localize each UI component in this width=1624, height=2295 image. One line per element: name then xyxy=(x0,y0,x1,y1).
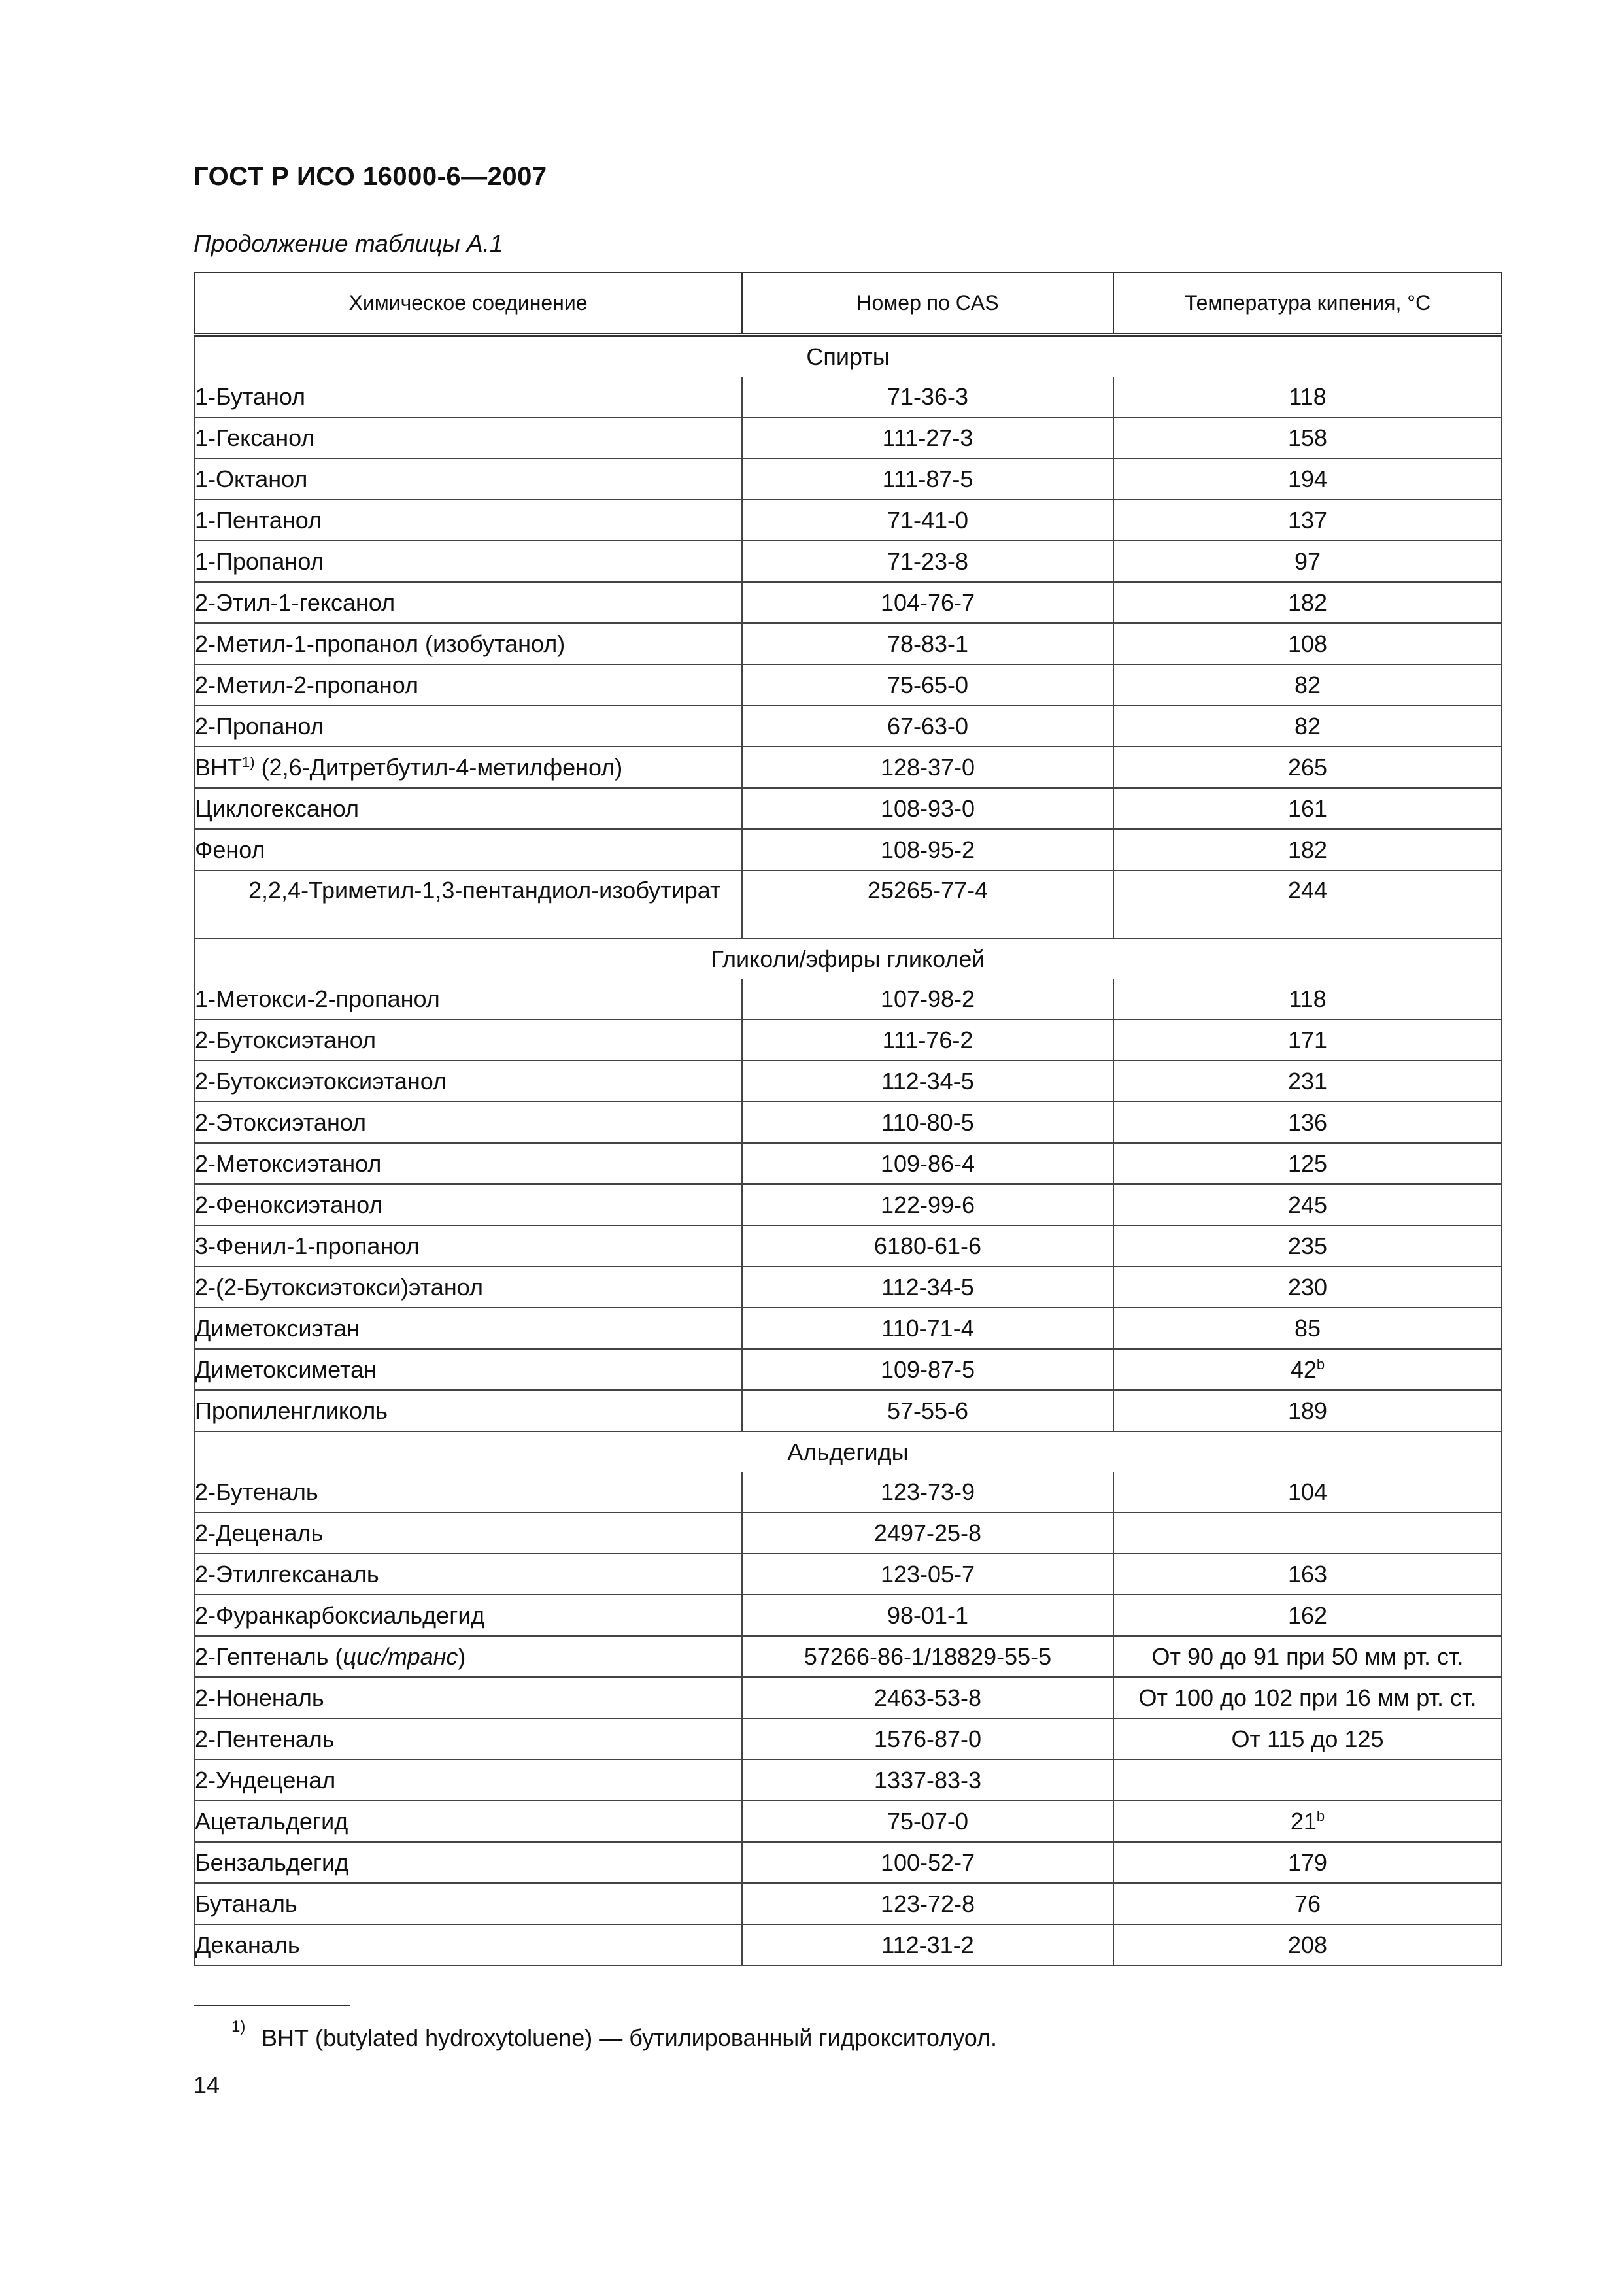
cas-number: 100-52-7 xyxy=(880,1848,975,1876)
table-row xyxy=(194,1924,1502,1965)
table-row xyxy=(194,788,1502,829)
compound-name-cell xyxy=(194,1636,742,1677)
boiling-point-cell xyxy=(1113,664,1502,706)
table-row xyxy=(194,1061,1502,1102)
table-row xyxy=(194,1636,1502,1677)
cas-number: 57266-86-1/18829-55-5 xyxy=(804,1642,1052,1670)
cas-number: 109-87-5 xyxy=(880,1355,975,1383)
compound-name: 2-Ноненаль xyxy=(195,1684,324,1711)
boiling-point-cell xyxy=(1113,1143,1502,1184)
cas-number: 78-83-1 xyxy=(887,630,969,657)
cas-number-cell xyxy=(742,1677,1113,1718)
cas-number-cell xyxy=(742,1636,1113,1677)
cas-number: 109-86-4 xyxy=(880,1149,975,1177)
section-header-row xyxy=(194,335,1502,377)
note-reference: b xyxy=(1316,1355,1325,1372)
compound-name-rest: (2,6-Дитретбутил-4-метилфенол) xyxy=(254,753,623,781)
boiling-point: 118 xyxy=(1289,985,1327,1012)
section-header-row xyxy=(194,938,1502,979)
cas-number-cell xyxy=(742,1924,1113,1965)
compound-name: 2-Пентеналь xyxy=(195,1725,335,1752)
cas-number: 1337-83-3 xyxy=(873,1766,982,1794)
table-row xyxy=(194,458,1502,500)
compound-name-cell xyxy=(194,458,742,500)
boiling-point-cell xyxy=(1113,582,1502,623)
cas-number-cell xyxy=(742,623,1113,664)
boiling-point-cell xyxy=(1113,623,1502,664)
compound-name: 1-Метокси-2-пропанол xyxy=(195,985,440,1012)
boiling-point-cell xyxy=(1113,979,1502,1019)
compound-name-cell xyxy=(194,870,742,938)
cas-number: 123-72-8 xyxy=(880,1890,975,1917)
table-row xyxy=(194,1512,1502,1554)
footnote-mark: 1) xyxy=(231,2018,246,2035)
boiling-point: 208 xyxy=(1287,1931,1328,1958)
compound-name: ВНТ xyxy=(195,753,242,781)
cas-number-cell xyxy=(742,458,1113,500)
cas-number-cell xyxy=(742,1718,1113,1760)
compound-name: Циклогексанол xyxy=(195,794,359,822)
cas-number: 98-01-1 xyxy=(887,1601,969,1629)
compound-name: 2-Метоксиэтанол xyxy=(195,1149,382,1177)
compound-name-cell xyxy=(194,1102,742,1143)
cas-number-cell xyxy=(742,1390,1113,1431)
boiling-point-cell xyxy=(1113,1308,1502,1349)
cas-number: 123-05-7 xyxy=(880,1560,975,1588)
cas-number: 110-80-5 xyxy=(881,1108,974,1136)
compound-name: Фенол xyxy=(195,836,265,863)
boiling-point: 231 xyxy=(1287,1067,1328,1095)
compound-name: 2-Ундеценал xyxy=(195,1766,336,1794)
page-number: 14 xyxy=(194,2071,220,2098)
cas-number-cell xyxy=(742,1472,1113,1512)
cas-number: 107-98-2 xyxy=(880,985,975,1012)
cas-number-cell xyxy=(742,870,1113,938)
compound-name: Пропиленгликоль xyxy=(195,1397,388,1424)
boiling-point-cell xyxy=(1113,1349,1502,1390)
boiling-point: 104 xyxy=(1287,1478,1328,1505)
boiling-point: 82 xyxy=(1294,712,1321,740)
table-row xyxy=(194,1801,1502,1842)
boiling-point: 76 xyxy=(1294,1890,1321,1917)
compound-name-cell xyxy=(194,1842,742,1883)
compound-name: 2-Феноксиэтанол xyxy=(195,1191,383,1218)
cas-number-cell xyxy=(742,1225,1113,1266)
compound-name-cell xyxy=(194,1019,742,1061)
table-row xyxy=(194,1019,1502,1061)
cas-number: 111-27-3 xyxy=(882,424,973,451)
compound-name-cell xyxy=(194,1225,742,1266)
compound-name: 2-Метил-1-пропанол (изобутанол) xyxy=(195,630,566,657)
boiling-point: 108 xyxy=(1287,630,1328,657)
boiling-point-cell xyxy=(1113,500,1502,541)
boiling-point-cell xyxy=(1113,1472,1502,1512)
compound-name: Бутаналь xyxy=(195,1890,297,1917)
section-header-row xyxy=(194,1431,1502,1472)
boiling-point-cell xyxy=(1113,458,1502,500)
boiling-point: 245 xyxy=(1287,1191,1328,1218)
compound-name: 2-Пропанол xyxy=(195,712,324,740)
cas-number: 110-71-4 xyxy=(881,1314,974,1342)
cas-number: 104-76-7 xyxy=(880,588,975,616)
cas-number: 75-07-0 xyxy=(887,1807,969,1835)
boiling-point-cell xyxy=(1113,1225,1502,1266)
section-title: Альдегиды xyxy=(194,1431,1502,1472)
cas-number-cell xyxy=(742,747,1113,788)
column-header-cas: Номер по CAS xyxy=(742,273,1113,335)
compound-name: Деканаль xyxy=(195,1931,300,1958)
boiling-point-cell xyxy=(1113,1512,1502,1554)
cas-number-cell xyxy=(742,1061,1113,1102)
section-title: Гликоли/эфиры гликолей xyxy=(194,938,1502,979)
boiling-point: 194 xyxy=(1287,465,1328,492)
table-row xyxy=(194,1677,1502,1718)
boiling-point: 125 xyxy=(1287,1149,1328,1177)
cas-number: 6180-61-6 xyxy=(873,1232,982,1259)
compounds-table xyxy=(194,272,1502,1966)
cas-number-cell xyxy=(742,979,1113,1019)
boiling-point-cell xyxy=(1113,1390,1502,1431)
table-header-row xyxy=(194,273,1502,335)
boiling-point: 235 xyxy=(1287,1232,1328,1259)
table-row xyxy=(194,623,1502,664)
boiling-point-cell xyxy=(1113,706,1502,747)
table-row xyxy=(194,417,1502,458)
table-row xyxy=(194,1842,1502,1883)
cas-number-cell xyxy=(742,377,1113,417)
table-row xyxy=(194,1349,1502,1390)
table-row xyxy=(194,1760,1502,1801)
table-row xyxy=(194,1308,1502,1349)
compound-name-cell xyxy=(194,1718,742,1760)
boiling-point: 136 xyxy=(1287,1108,1328,1136)
boiling-point: От 115 до 125 xyxy=(1231,1725,1384,1752)
cas-number-cell xyxy=(742,1266,1113,1308)
cas-number-cell xyxy=(742,1801,1113,1842)
boiling-point: 118 xyxy=(1289,382,1327,410)
boiling-point-cell xyxy=(1113,1266,1502,1308)
cas-number: 111-87-5 xyxy=(882,465,973,492)
boiling-point: 21 xyxy=(1290,1807,1317,1835)
compound-name-cell xyxy=(194,747,742,788)
boiling-point: 161 xyxy=(1287,794,1328,822)
compound-name-rest: ) xyxy=(458,1642,466,1670)
footnote xyxy=(231,2018,997,2052)
compound-name: 2-Бутеналь xyxy=(195,1478,318,1505)
document-title: ГОСТ Р ИСО 16000-6—2007 xyxy=(194,162,547,191)
table-body xyxy=(194,335,1502,1965)
cas-number: 108-95-2 xyxy=(880,836,975,863)
boiling-point-cell xyxy=(1113,1554,1502,1595)
column-header-compound: Химическое соединение xyxy=(194,273,742,335)
compound-name: Ацетальдегид xyxy=(195,1807,348,1835)
compound-name: 2-Этил-1-гексанол xyxy=(195,588,396,616)
cas-number: 122-99-6 xyxy=(880,1191,975,1218)
boiling-point: 179 xyxy=(1287,1848,1328,1876)
cas-number-cell xyxy=(742,706,1113,747)
table-row xyxy=(194,664,1502,706)
boiling-point-cell xyxy=(1113,1760,1502,1801)
table-row xyxy=(194,1266,1502,1308)
table-row xyxy=(194,1883,1502,1924)
table-row xyxy=(194,1554,1502,1595)
cas-number: 128-37-0 xyxy=(880,753,975,781)
compound-name-cell xyxy=(194,1924,742,1965)
table-row xyxy=(194,1102,1502,1143)
compound-name-cell xyxy=(194,582,742,623)
cas-number-cell xyxy=(742,664,1113,706)
boiling-point: 137 xyxy=(1287,506,1328,534)
boiling-point-cell xyxy=(1113,1924,1502,1965)
cas-number-cell xyxy=(742,1512,1113,1554)
compound-name: Диметоксиметан xyxy=(195,1355,377,1383)
compound-name-cell xyxy=(194,1266,742,1308)
table-row xyxy=(194,1184,1502,1225)
table-caption: Продолжение таблицы А.1 xyxy=(194,230,503,257)
compound-name-cell xyxy=(194,1554,742,1595)
compound-name-cell xyxy=(194,664,742,706)
cas-number-cell xyxy=(742,1595,1113,1636)
cas-number-cell xyxy=(742,1019,1113,1061)
boiling-point-cell xyxy=(1113,1883,1502,1924)
compound-name-cell xyxy=(194,1143,742,1184)
cas-number: 2463-53-8 xyxy=(873,1684,982,1711)
cas-number: 2497-25-8 xyxy=(873,1519,982,1546)
section-title: Спирты xyxy=(194,335,1502,377)
compound-name-cell xyxy=(194,788,742,829)
compound-name: 1-Пентанол xyxy=(195,506,322,534)
cas-number-cell xyxy=(742,1308,1113,1349)
footnote-reference: 1) xyxy=(242,753,255,770)
table-row xyxy=(194,1390,1502,1431)
cas-number-cell xyxy=(742,417,1113,458)
cas-number: 108-93-0 xyxy=(880,794,975,822)
cas-number-cell xyxy=(742,582,1113,623)
compound-name: 2-Бутоксиэтанол xyxy=(195,1026,377,1053)
compound-name-cell xyxy=(194,1760,742,1801)
compound-name-cell xyxy=(194,623,742,664)
table-row xyxy=(194,1595,1502,1636)
compound-name: 2-(2-Бутоксиэтокси)этанол xyxy=(195,1273,483,1300)
boiling-point-cell xyxy=(1113,1061,1502,1102)
boiling-point-cell xyxy=(1113,1636,1502,1677)
table-row xyxy=(194,1225,1502,1266)
compound-name-cell xyxy=(194,541,742,582)
boiling-point: От 100 до 102 при 16 мм рт. ст. xyxy=(1138,1684,1477,1711)
boiling-point: 189 xyxy=(1287,1397,1328,1424)
boiling-point: 230 xyxy=(1287,1273,1328,1300)
footnote-separator xyxy=(194,2005,350,2006)
table-row xyxy=(194,500,1502,541)
compound-name-cell xyxy=(194,1349,742,1390)
boiling-point-cell xyxy=(1113,1718,1502,1760)
compound-name: 2,2,4-Триметил-1,3-пентандиол-изобутират xyxy=(248,877,721,904)
compound-name-italic: цис/транс xyxy=(343,1642,458,1670)
cas-number-cell xyxy=(742,1883,1113,1924)
boiling-point-cell xyxy=(1113,1801,1502,1842)
cas-number-cell xyxy=(742,1184,1113,1225)
cas-number: 112-34-5 xyxy=(881,1067,974,1095)
table-row xyxy=(194,1143,1502,1184)
boiling-point-cell xyxy=(1113,870,1502,938)
cas-number-cell xyxy=(742,1554,1113,1595)
boiling-point-cell xyxy=(1113,1595,1502,1636)
boiling-point: 85 xyxy=(1294,1314,1321,1342)
cas-number-cell xyxy=(742,1760,1113,1801)
table-row xyxy=(194,829,1502,870)
table-row xyxy=(194,870,1502,938)
boiling-point: 244 xyxy=(1287,877,1328,904)
cas-number: 67-63-0 xyxy=(887,712,969,740)
compound-name: 2-Гептеналь ( xyxy=(195,1642,343,1670)
boiling-point: 42 xyxy=(1290,1355,1317,1383)
cas-number-cell xyxy=(742,1842,1113,1883)
boiling-point: 82 xyxy=(1294,671,1321,698)
boiling-point: 158 xyxy=(1287,424,1328,451)
compound-name-cell xyxy=(194,1801,742,1842)
compound-name: 2-Деценаль xyxy=(195,1519,324,1546)
table-row xyxy=(194,979,1502,1019)
compound-name: 2-Этилгексаналь xyxy=(195,1560,379,1588)
table-row xyxy=(194,582,1502,623)
cas-number: 123-73-9 xyxy=(880,1478,975,1505)
boiling-point: От 90 до 91 при 50 мм рт. ст. xyxy=(1151,1642,1464,1670)
cas-number: 75-65-0 xyxy=(887,671,969,698)
table-row xyxy=(194,1472,1502,1512)
compound-name: 1-Пропанол xyxy=(195,547,324,575)
compound-name-cell xyxy=(194,1184,742,1225)
cas-number-cell xyxy=(742,788,1113,829)
compound-name-cell xyxy=(194,500,742,541)
boiling-point: 265 xyxy=(1287,753,1328,781)
table-row xyxy=(194,706,1502,747)
column-header-boiling-point: Температура кипения, °С xyxy=(1113,273,1502,335)
cas-number: 25265-77-4 xyxy=(867,877,989,904)
boiling-point-cell xyxy=(1113,1184,1502,1225)
cas-number: 71-36-3 xyxy=(887,382,969,410)
cas-number: 111-76-2 xyxy=(882,1026,973,1053)
table-row xyxy=(194,541,1502,582)
cas-number-cell xyxy=(742,541,1113,582)
boiling-point: 97 xyxy=(1294,547,1321,575)
table-row xyxy=(194,377,1502,417)
compound-name-cell xyxy=(194,1512,742,1554)
note-reference: b xyxy=(1316,1807,1325,1824)
compound-name-cell xyxy=(194,1472,742,1512)
cas-number-cell xyxy=(742,829,1113,870)
boiling-point: 171 xyxy=(1287,1026,1328,1053)
boiling-point-cell xyxy=(1113,541,1502,582)
compound-name-cell xyxy=(194,706,742,747)
boiling-point: 162 xyxy=(1287,1601,1328,1629)
compound-name: 2-Бутоксиэтоксиэтанол xyxy=(195,1067,447,1095)
boiling-point-cell xyxy=(1113,747,1502,788)
compound-name: Диметоксиэтан xyxy=(195,1314,360,1342)
compound-name-cell xyxy=(194,1061,742,1102)
cas-number: 112-34-5 xyxy=(881,1273,974,1300)
cas-number: 112-31-2 xyxy=(881,1931,974,1958)
compound-name-cell xyxy=(194,979,742,1019)
cas-number-cell xyxy=(742,1349,1113,1390)
cas-number: 71-23-8 xyxy=(887,547,969,575)
boiling-point-cell xyxy=(1113,417,1502,458)
compound-name: 2-Фуранкарбоксиальдегид xyxy=(195,1601,485,1629)
boiling-point-cell xyxy=(1113,377,1502,417)
cas-number: 57-55-6 xyxy=(887,1397,969,1424)
compound-name: 1-Гексанол xyxy=(195,424,315,451)
compound-name-cell xyxy=(194,1677,742,1718)
compound-name: 2-Этоксиэтанол xyxy=(195,1108,367,1136)
compound-name-cell xyxy=(194,1308,742,1349)
boiling-point-cell xyxy=(1113,1842,1502,1883)
compound-name: 3-Фенил-1-пропанол xyxy=(195,1232,420,1259)
cas-number-cell xyxy=(742,1102,1113,1143)
table-row xyxy=(194,1718,1502,1760)
boiling-point-cell xyxy=(1113,1102,1502,1143)
compound-name-cell xyxy=(194,1883,742,1924)
table-row xyxy=(194,747,1502,788)
boiling-point: 182 xyxy=(1287,588,1328,616)
boiling-point-cell xyxy=(1113,788,1502,829)
cas-number: 71-41-0 xyxy=(887,506,969,534)
boiling-point-cell xyxy=(1113,1019,1502,1061)
compound-name-cell xyxy=(194,829,742,870)
compound-name: 2-Метил-2-пропанол xyxy=(195,671,418,698)
cas-number-cell xyxy=(742,500,1113,541)
compound-name-cell xyxy=(194,1595,742,1636)
compound-name-cell xyxy=(194,377,742,417)
boiling-point: 163 xyxy=(1287,1560,1328,1588)
compound-name: 1-Бутанол xyxy=(195,382,306,410)
compound-name: Бензальдегид xyxy=(195,1848,349,1876)
boiling-point: 182 xyxy=(1287,836,1328,863)
cas-number-cell xyxy=(742,1143,1113,1184)
compound-name-cell xyxy=(194,1390,742,1431)
compound-name-cell xyxy=(194,417,742,458)
cas-number: 1576-87-0 xyxy=(873,1725,982,1752)
boiling-point-cell xyxy=(1113,1677,1502,1718)
boiling-point-cell xyxy=(1113,829,1502,870)
footnote-text: ВНТ (butylated hydroxytoluene) — бутилированный гидрокситолуол. xyxy=(262,2024,997,2051)
compound-name: 1-Октанол xyxy=(195,465,308,492)
